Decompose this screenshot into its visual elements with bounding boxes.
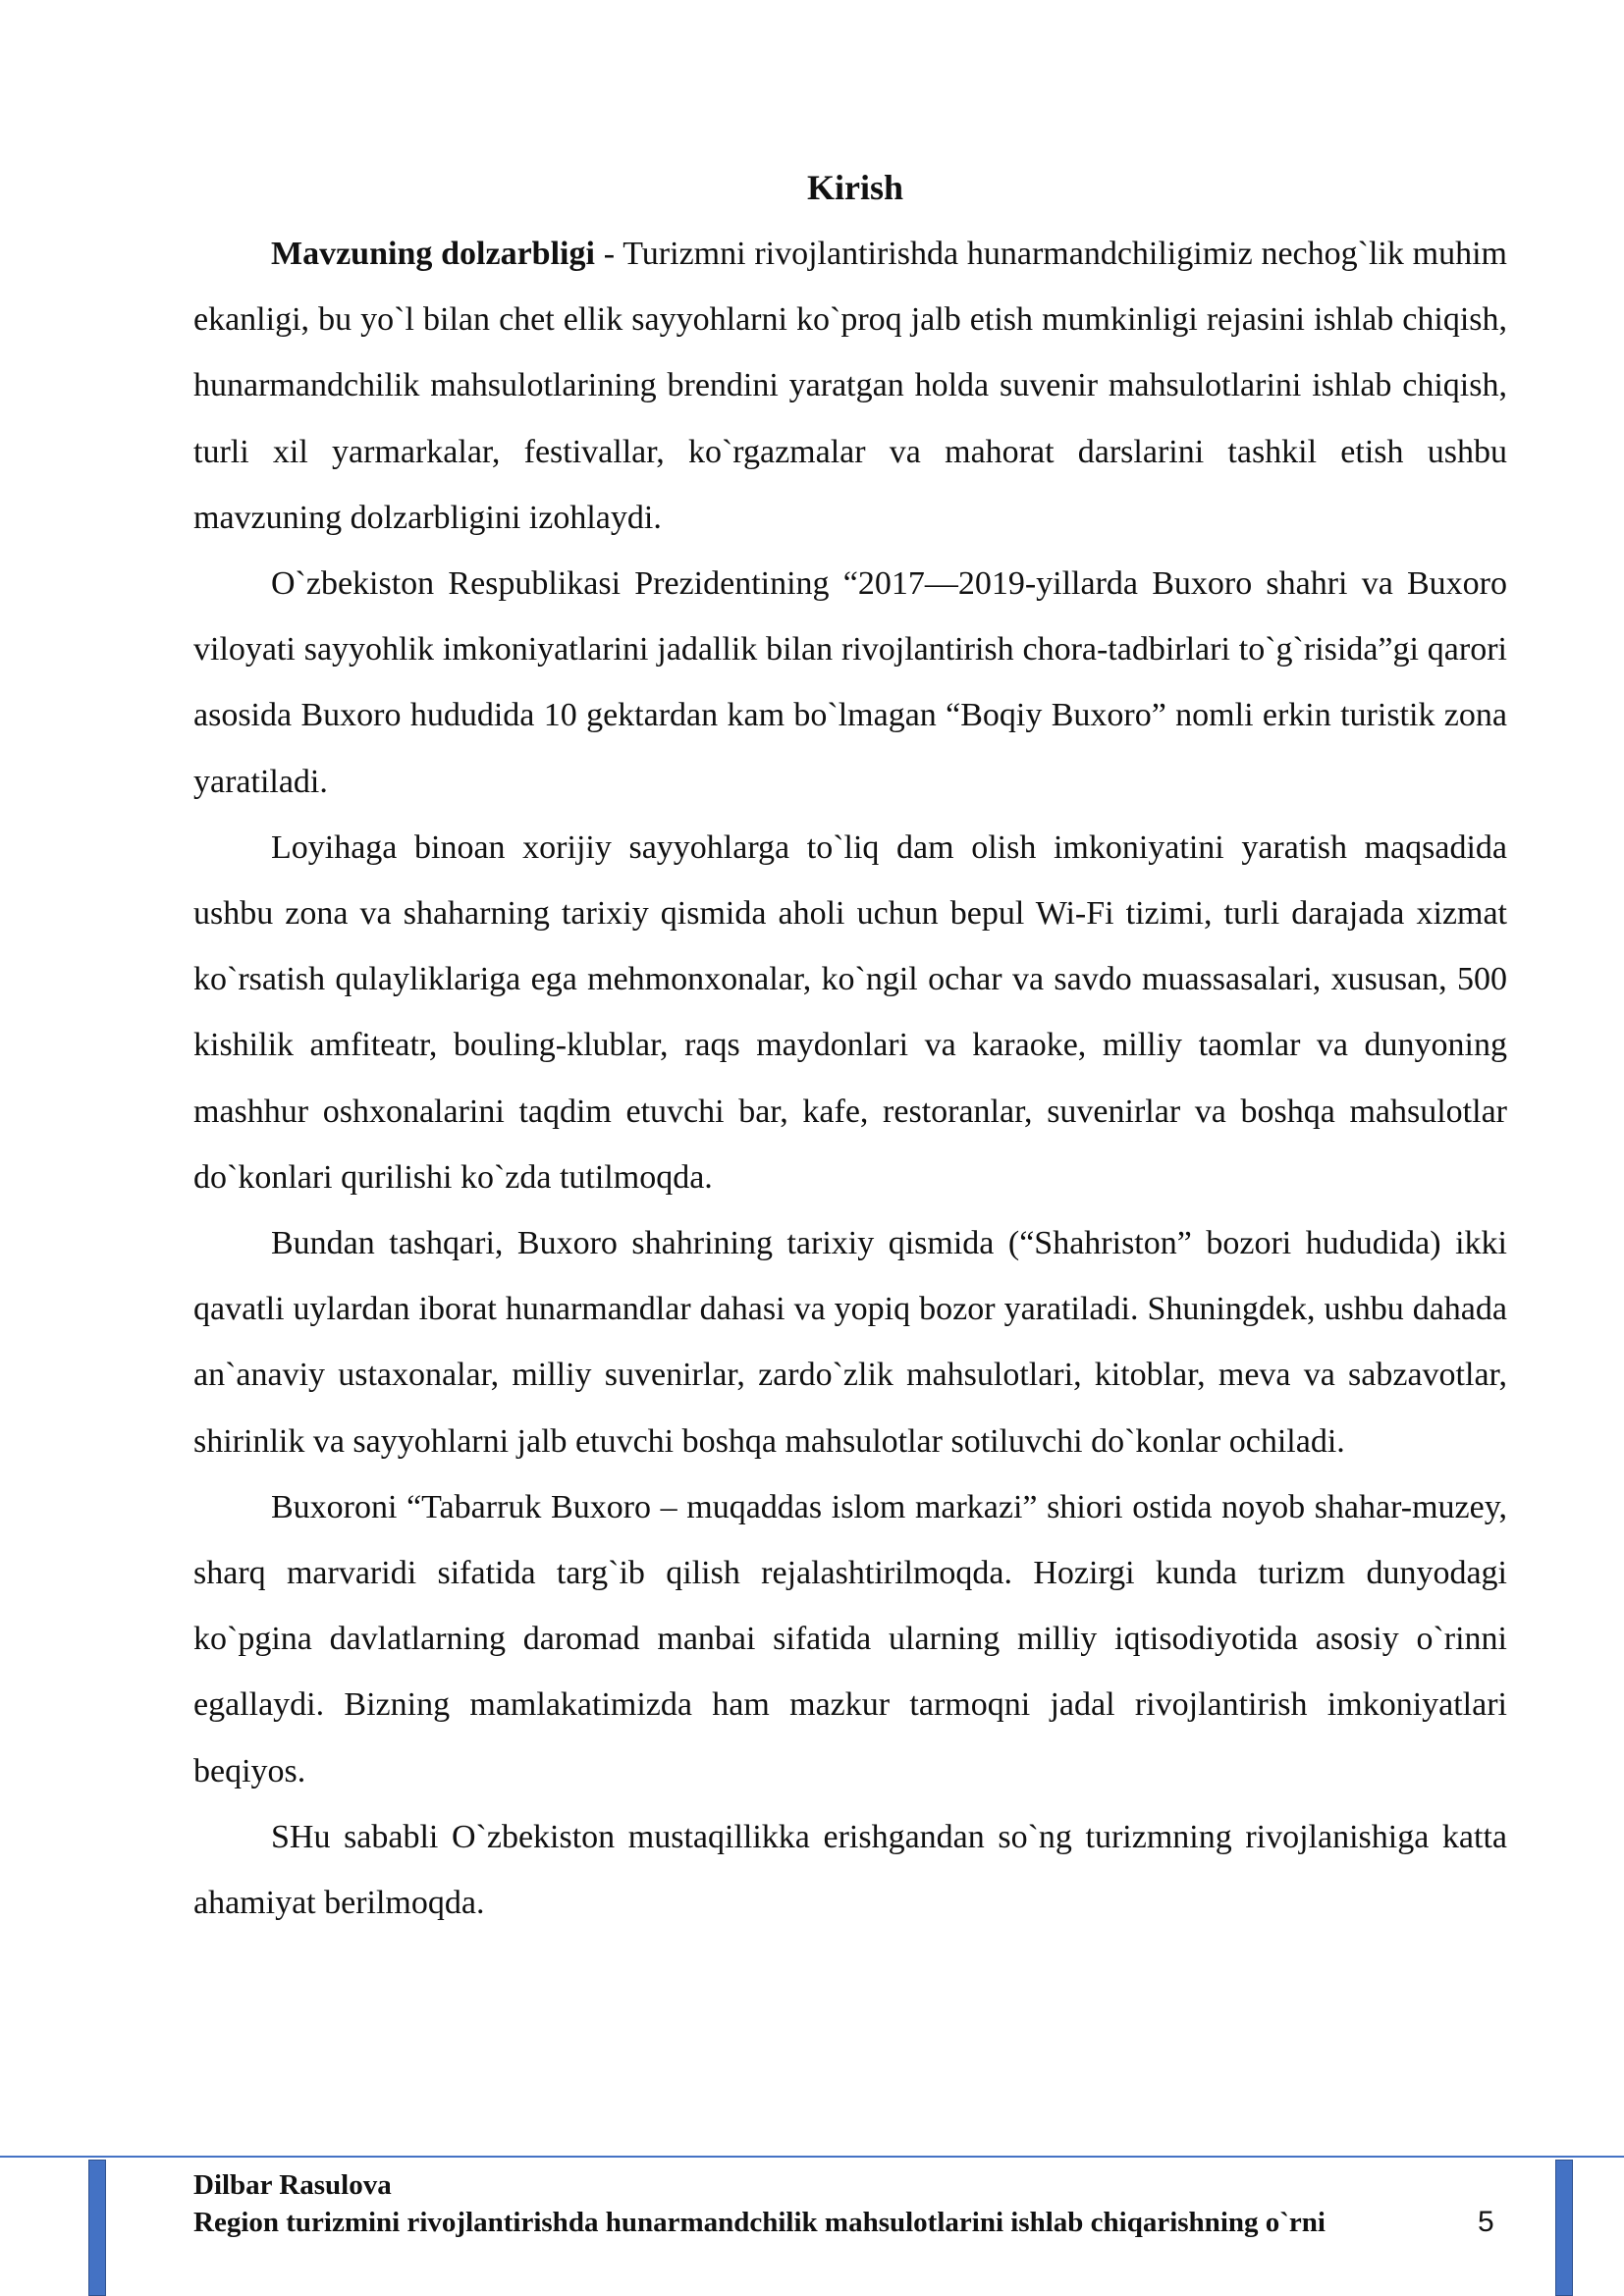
footer-document-title: Region turizmini rivojlantirishda hunarmandchilik mahsulotlarini ishlab chiqarishning o`rni [193,2207,1326,2238]
paragraph-promotion: Buxoroni “Tabarruk Buxoro – muqaddas islom markazi” shiori ostida noyob shahar-muzey, sharq marvaridi sifatida targ`ib qilish rejalashtirilmoqda. Hozirgi kunda turizm dunyodagi ko`pgina davlatlarning daromad manbai sifatida ularning milliy iqtisodiyotida asosiy o`rinni egallaydi. Bizning mamlakatimizda ham mazkur tarmoqni jadal rivojlantirish imkoniyatlari beqiyos. [193,1488,1507,1789]
footer-author: Dilbar Rasulova [193,2169,392,2201]
paragraph-presidential-decree: O`zbekiston Respublikasi Prezidentining “2017—2019-yillarda Buxoro shahri va Buxoro viloyati sayyohlik imkoniyatlarini jadallik bilan rivojlantirish chora-tadbirlari to`g`risida”gi qarori asosida Buxoro hududida 10 gektardan kam bo`lmagan “Boqiy Buxoro” nomli erkin turistik zona yaratiladi. [193,565,1507,800]
footer-left-accent-bar [88,2160,106,2296]
paragraph-relevance [193,221,1507,551]
section-heading: Kirish [806,168,903,207]
paragraph-project-plan: Loyihaga binoan xorijiy sayyohlarga to`liq dam olish imkoniyatini yaratish maqsadida ushbu zona va shaharning tarixiy qismida aholi uchun bepul Wi-Fi tizimi, turli darajada xizmat ko`rsatish qulayliklariga ega mehmonxonalar, ko`ngil ochar va savdo muassasalari, xususan, 500 kishilik amfiteatr, bouling-klublar, raqs maydonlari va karaoke, milliy taomlar va dunyoning mashhur oshxonalarini taqdim etuvchi bar, kafe, restoranlar, suvenirlar va boshqa mahsulotlar do`konlari qurilishi ko`zda tutilmoqda. [193,828,1507,1196]
page-body [193,137,1507,1936]
paragraph-conclusion: SHu sababli O`zbekiston mustaqillikka erishgandan so`ng turizmning rivojlanishiga katta ahamiyat berilmoqda. [193,1818,1507,1922]
paragraph-relevance-text: - Turizmni rivojlantirishda hunarmandchiligimiz nechog`lik muhim ekanligi, bu yo`l bilan chet ellik sayyohlarni ko`proq jalb etish mumkinligi rejasini ishlab chiqish, hunarmandchilik mahsulotlarining brendini yaratgan holda suvenir mahsulotlarini ishlab chiqish, turli xil yarmarkalar, festivallar, ko`rgazmalar va mahorat darslarini tashkil etish ushbu mavzuning dolzarbligini izohlaydi. [193,236,1507,536]
paragraph-lead-term: Mavzuning dolzarbligi [271,236,595,272]
footer-right-accent-bar [1555,2160,1573,2296]
page-number: 5 [1478,2206,1494,2238]
paragraph-artisans-quarter: Bundan tashqari, Buxoro shahrining tarixiy qismida (“Shahriston” bozori hududida) ikki qavatli uylardan iborat hunarmandlar dahasi va yopiq bozor yaratiladi. Shuningdek, ushbu dahada an`anaviy ustaxonalar, milliy suvenirlar, zardo`zlik mahsulotlari, kitoblar, meva va sabzavotlar, shirinlik va sayyohlarni jalb etuvchi boshqa mahsulotlar sotiluvchi do`konlar ochiladi. [193,1225,1507,1460]
footer-divider [0,2156,1624,2158]
